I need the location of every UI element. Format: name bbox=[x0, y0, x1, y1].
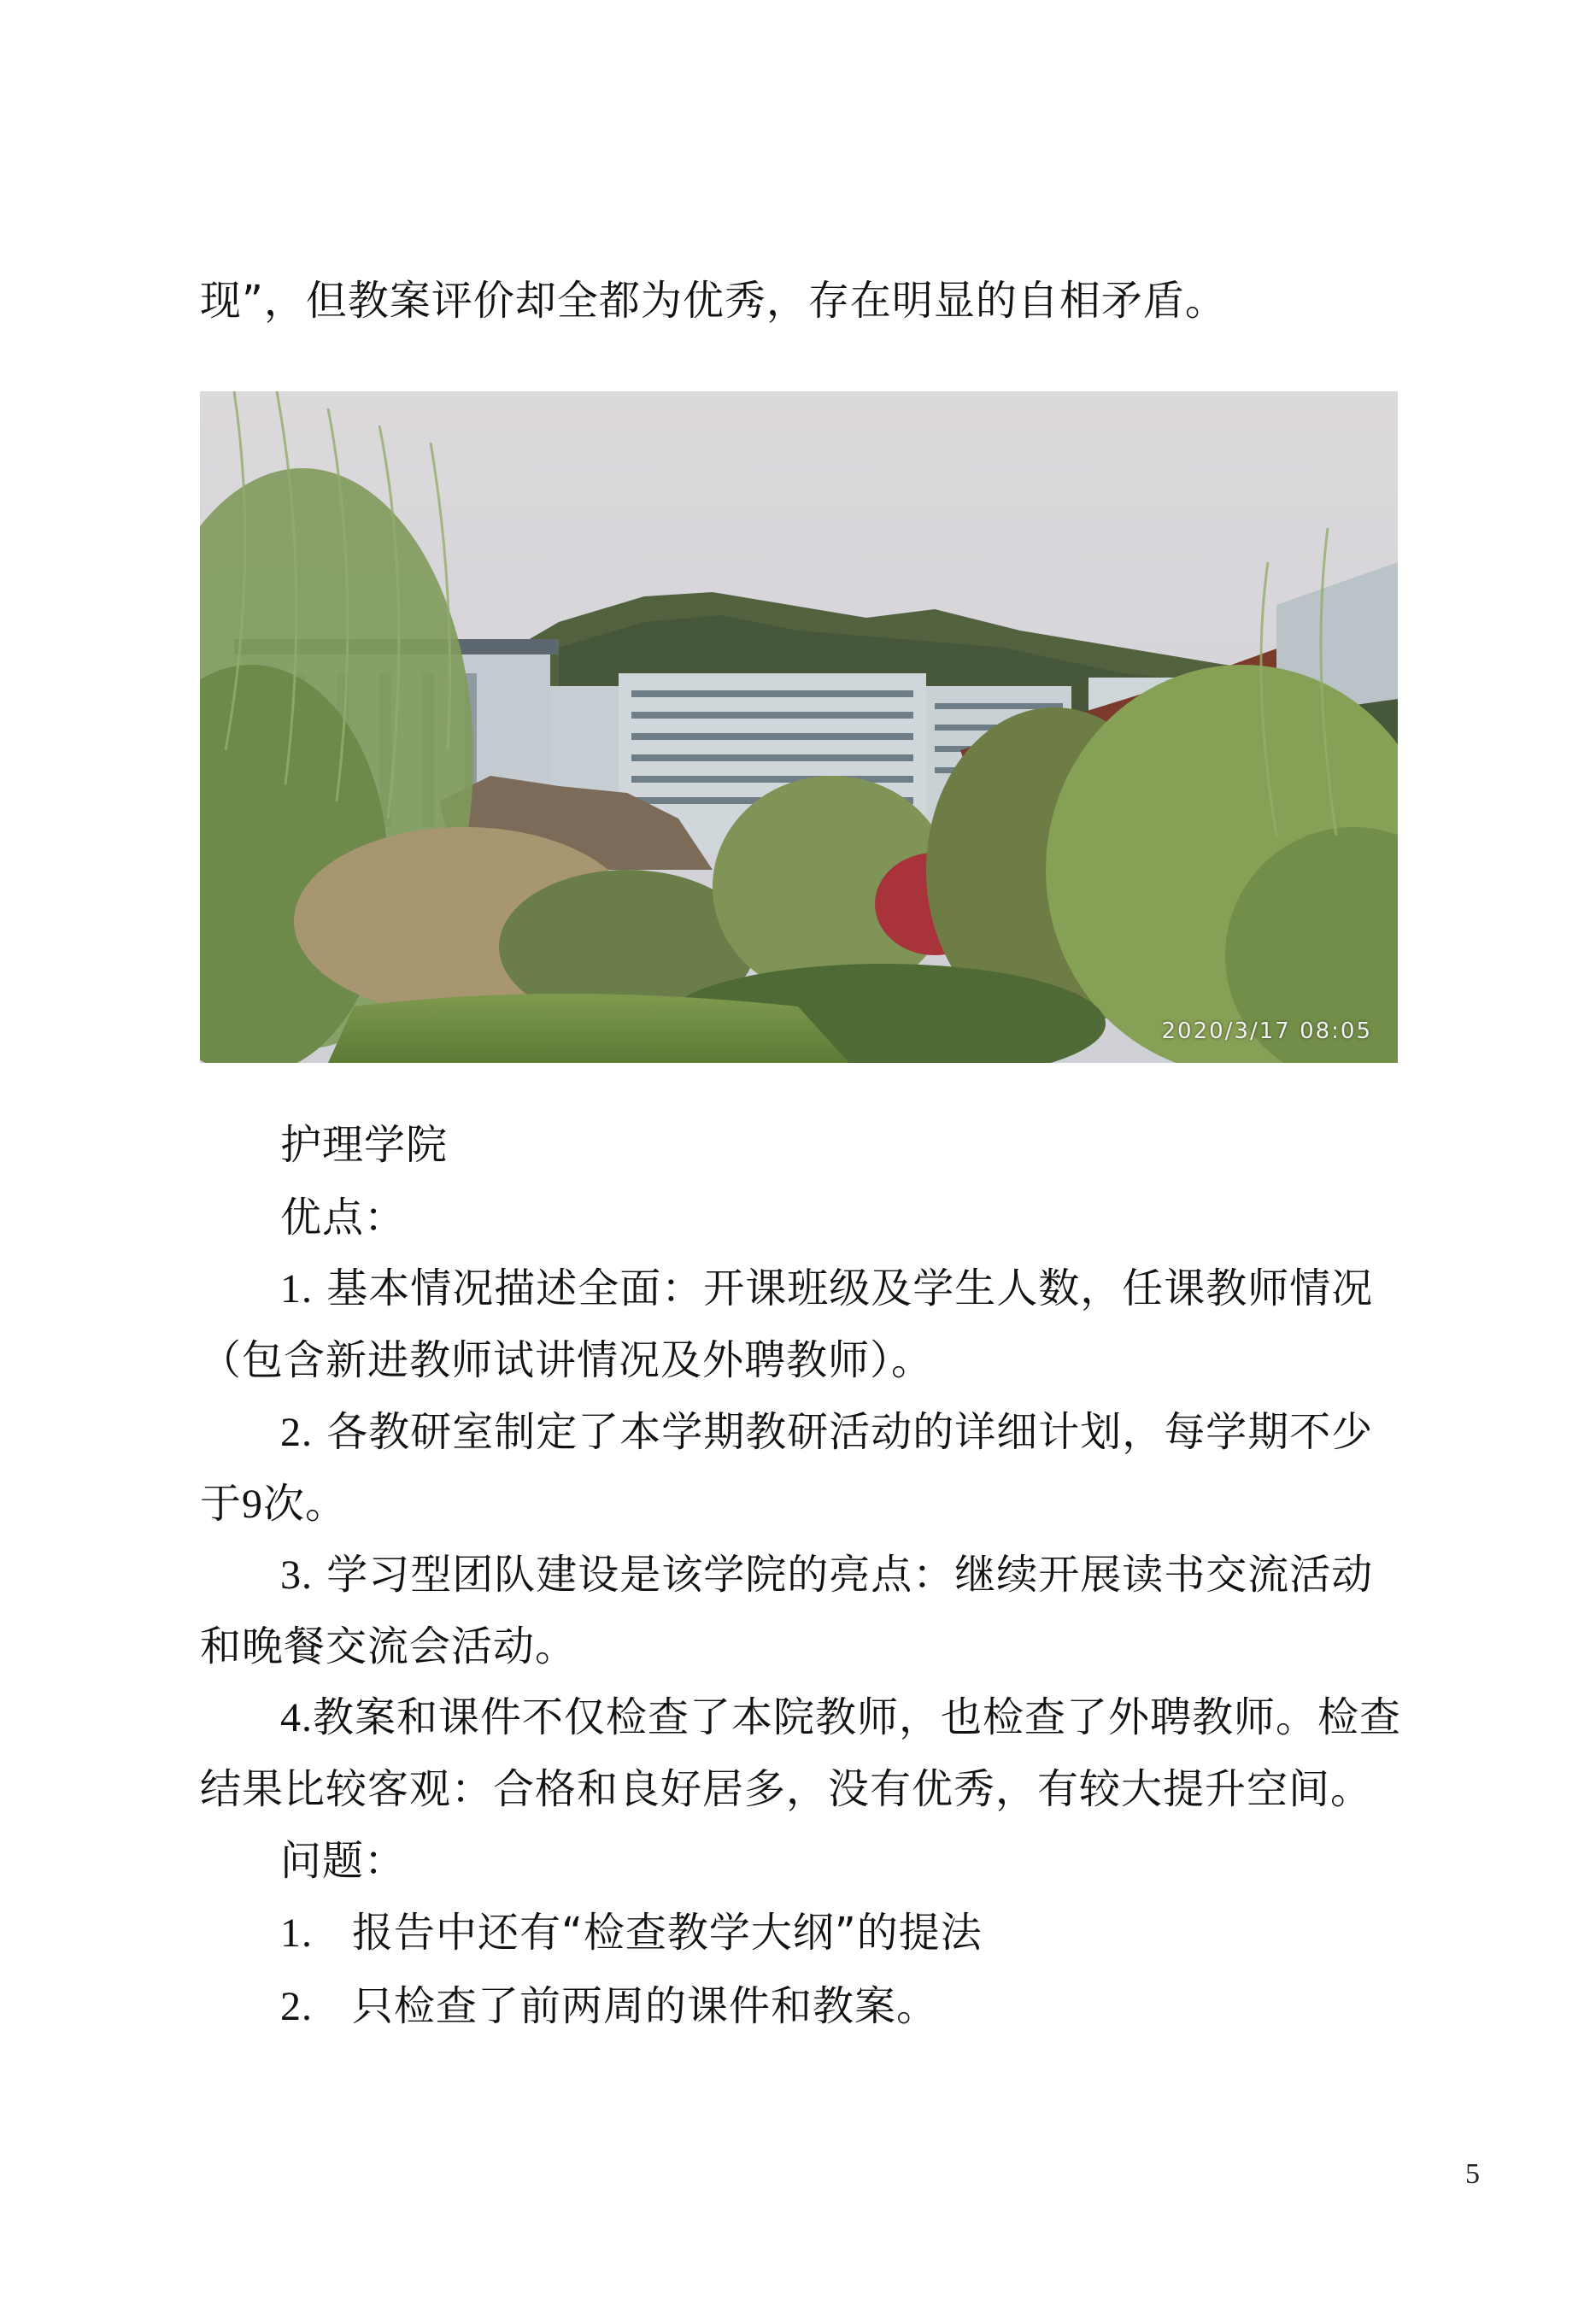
strength-item-2 bbox=[280, 1406, 1373, 1458]
strength-number: 1. bbox=[280, 1266, 313, 1312]
problem-item-2 bbox=[280, 1981, 938, 2033]
strength-text: 各教研室制定了本学期教研活动的详细计划，每学期不少 bbox=[313, 1408, 1374, 1456]
strength-item-3 bbox=[280, 1549, 1373, 1601]
problem-text: 只检查了前两周的课件和教案。 bbox=[352, 1982, 939, 2030]
problem-number: 2. bbox=[280, 1984, 313, 2029]
problems-heading: 问题： bbox=[280, 1837, 407, 1885]
strength-item-4-continued: 结果比较客观：合格和良好居多，没有优秀，有较大提升空间。 bbox=[200, 1765, 1373, 1813]
campus-photo bbox=[200, 391, 1398, 1063]
paragraph-continuation: 现”，但教案评价却全都为优秀，存在明显的自相矛盾。 bbox=[200, 277, 1227, 325]
strength-number: 4. bbox=[280, 1695, 313, 1740]
section-title: 护理学院 bbox=[280, 1121, 449, 1169]
strength-item-4 bbox=[280, 1692, 1401, 1744]
strength-text: 教案和课件不仅检查了本院教师，也检查了外聘教师。检查 bbox=[313, 1693, 1402, 1741]
strength-item-1 bbox=[280, 1263, 1373, 1315]
strength-item-2-continued bbox=[200, 1478, 347, 1530]
strength-item-3-continued: 和晚餐交流会活动。 bbox=[200, 1623, 578, 1670]
strength-item-1-continued: （包含新进教师试讲情况及外聘教师）。 bbox=[200, 1336, 934, 1384]
campus-photo-image bbox=[200, 391, 1398, 1063]
photo-timestamp: 2020/3/17 08:05 bbox=[1161, 1018, 1372, 1044]
strength-number: 3. bbox=[280, 1552, 313, 1598]
problem-number: 1. bbox=[280, 1910, 313, 1956]
strength-text: 次。 bbox=[263, 1480, 348, 1528]
strength-text: 学习型团队建设是该学院的亮点：继续开展读书交流活动 bbox=[313, 1551, 1374, 1599]
strengths-heading: 优点： bbox=[280, 1194, 407, 1241]
strength-text: 基本情况描述全面：开课班级及学生人数，任课教师情况 bbox=[313, 1265, 1374, 1312]
strength-number: 2. bbox=[280, 1410, 313, 1455]
strength-text: 于 bbox=[200, 1480, 243, 1528]
problem-text: 报告中还有“检查教学大纲”的提法 bbox=[352, 1909, 983, 1957]
strength-count: 9 bbox=[242, 1482, 264, 1527]
problem-item-1 bbox=[280, 1907, 983, 1959]
page-number: 5 bbox=[1465, 2158, 1480, 2190]
